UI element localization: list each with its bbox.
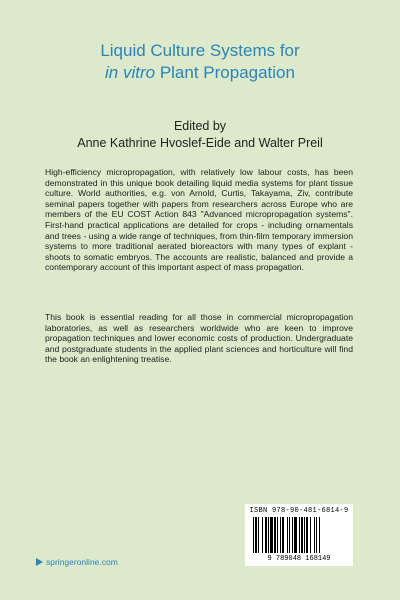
editor-names: Anne Kathrine Hvoslef-Eide and Walter Preil — [77, 136, 323, 150]
barcode — [245, 504, 353, 566]
barcode-number: 9 789048 168149 — [267, 555, 331, 563]
title-italic: in vitro — [105, 63, 156, 82]
description-paragraph-2: This book is essential reading for all those in commercial micropropagation laboratories, as well as researchers worldwide who are keen to improve propagation techniques and lower economic costs of production. Undergraduate and postgraduate students in the applied plant sciences and horticulture will find the book an enlightening treatise. — [45, 312, 353, 365]
title-line-1: Liquid Culture Systems for — [100, 41, 300, 60]
publisher-url[interactable]: springeronline.com — [46, 557, 118, 567]
edited-by-label: Edited by — [173, 119, 227, 133]
title-rest: Plant Propagation — [155, 63, 295, 82]
barcode-bars-icon — [253, 517, 345, 553]
publisher-link[interactable] — [36, 557, 118, 567]
book-title — [0, 40, 400, 84]
editors-block — [0, 118, 400, 152]
isbn-label: ISBN 978-90-481-6814-9 — [249, 507, 349, 515]
description-paragraph-1: High-efficiency micropropagation, with relatively low labour costs, has been demonstrated in this unique book detailing liquid media systems for plant tissue culture. World authorities, e.g. von Arnold, Curtis, Takayama, Ziv, contribute seminal papers together with papers from researchers across Europe who are members of the EU COST Action 843 "Advanced micropropagation systems". First-hand practical applications are detailed for crops - including ornamentals and trees - using a wide range of techniques, from thin-film temporary immersion systems to more traditional aerated bioreactors with many types of explant - shoots to somatic embryos. The accounts are realistic, balanced and provide a contemporary account of this important aspect of mass propagation. — [45, 167, 353, 273]
arrow-right-icon — [36, 558, 43, 566]
title-line-2 — [0, 62, 400, 84]
